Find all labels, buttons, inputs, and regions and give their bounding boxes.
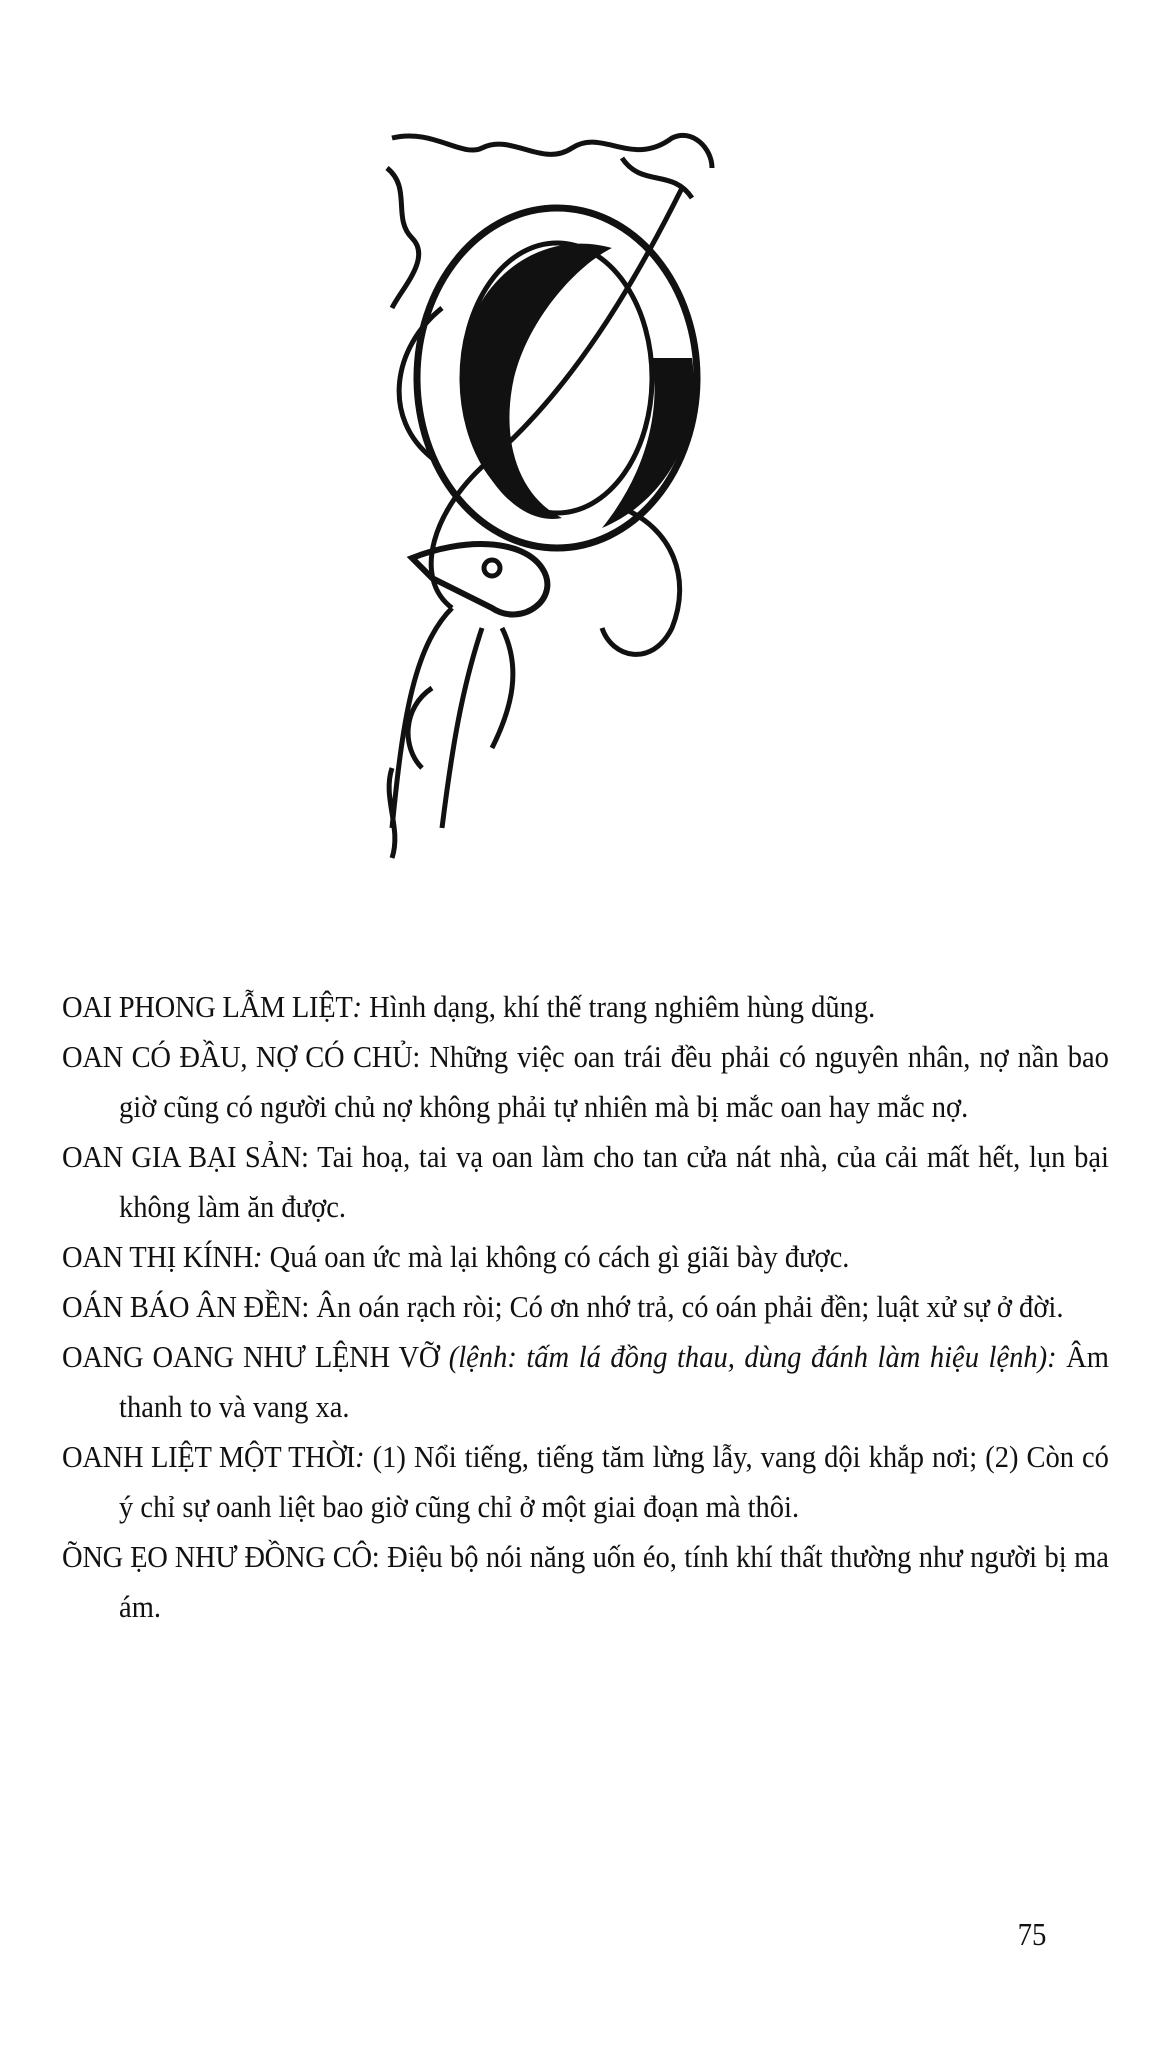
idiom-entry bbox=[62, 1282, 1109, 1332]
idiom-definition: Tai hoạ, tai vạ oan làm cho tan cửa nát nhà, của cải mất hết, lụn bại không làm ăn được. bbox=[119, 1139, 1109, 1224]
idiom-definition: Hình dạng, khí thế trang nghiêm hùng dũng. bbox=[362, 989, 876, 1024]
idiom-entry-list bbox=[62, 982, 1109, 1632]
idiom-definition: Điệu bộ nói năng uốn éo, tính khí thất thường như người bị ma ám. bbox=[119, 1539, 1109, 1624]
idiom-definition: Quá oan ức mà lại không có cách gì giãi bày được. bbox=[262, 1239, 850, 1274]
idiom-entry bbox=[62, 1032, 1109, 1132]
idiom-entry bbox=[62, 982, 1109, 1032]
idiom-note: (lệnh: tấm lá đồng thau, dùng đánh làm hiệu lệnh): bbox=[439, 1339, 1057, 1374]
idiom-term: ÕNG ẸO NHƯ ĐỒNG CÔ bbox=[62, 1539, 372, 1574]
idiom-term: OAN GIA BẠI SẢN bbox=[62, 1139, 302, 1174]
page-number: 75 bbox=[1017, 1916, 1047, 1952]
term-separator: : bbox=[355, 1439, 365, 1474]
idiom-entry bbox=[62, 1532, 1109, 1632]
term-separator: : bbox=[371, 1539, 380, 1574]
term-separator: : bbox=[301, 1289, 310, 1324]
term-separator: : bbox=[412, 1039, 421, 1074]
decorated-initial-o-icon bbox=[372, 128, 732, 868]
idiom-entry bbox=[62, 1132, 1109, 1232]
idiom-entry bbox=[62, 1332, 1109, 1432]
idiom-definition: Ân oán rạch ròi; Có ơn nhớ trả, có oán phải đền; luật xử sự ở đời. bbox=[309, 1289, 1064, 1324]
idiom-term: OAI PHONG LẪM LIỆT bbox=[62, 989, 353, 1024]
idiom-term: OÁN BÁO ÂN ĐỀN bbox=[62, 1289, 302, 1324]
idiom-definition: Âm thanh to và vang xa. bbox=[119, 1339, 1109, 1424]
idiom-entry bbox=[62, 1232, 1109, 1282]
idiom-entry bbox=[62, 1432, 1109, 1532]
idiom-term: OANG OANG NHƯ LỆNH VỠ bbox=[62, 1339, 440, 1374]
term-separator: : bbox=[253, 1239, 263, 1274]
term-separator: : bbox=[301, 1139, 309, 1174]
idiom-definition: (1) Nổi tiếng, tiếng tăm lừng lẫy, vang dội khắp nơi; (2) Còn có ý chỉ sự oanh liệt bao giờ cũng chỉ ở một giai đoạn mà thôi. bbox=[119, 1439, 1109, 1524]
idiom-term: OAN THỊ KÍNH bbox=[62, 1239, 254, 1274]
idiom-term: OANH LIỆT MỘT THỜI bbox=[62, 1439, 356, 1474]
idiom-definition: Những việc oan trái đều phải có nguyên nhân, nợ nần bao giờ cũng có người chủ nợ không phải tự nhiên mà bị mắc oan hay mắc nợ. bbox=[119, 1039, 1109, 1124]
term-separator: : bbox=[352, 989, 363, 1024]
idiom-term: OAN CÓ ĐẦU, NỢ CÓ CHỦ bbox=[62, 1039, 413, 1074]
